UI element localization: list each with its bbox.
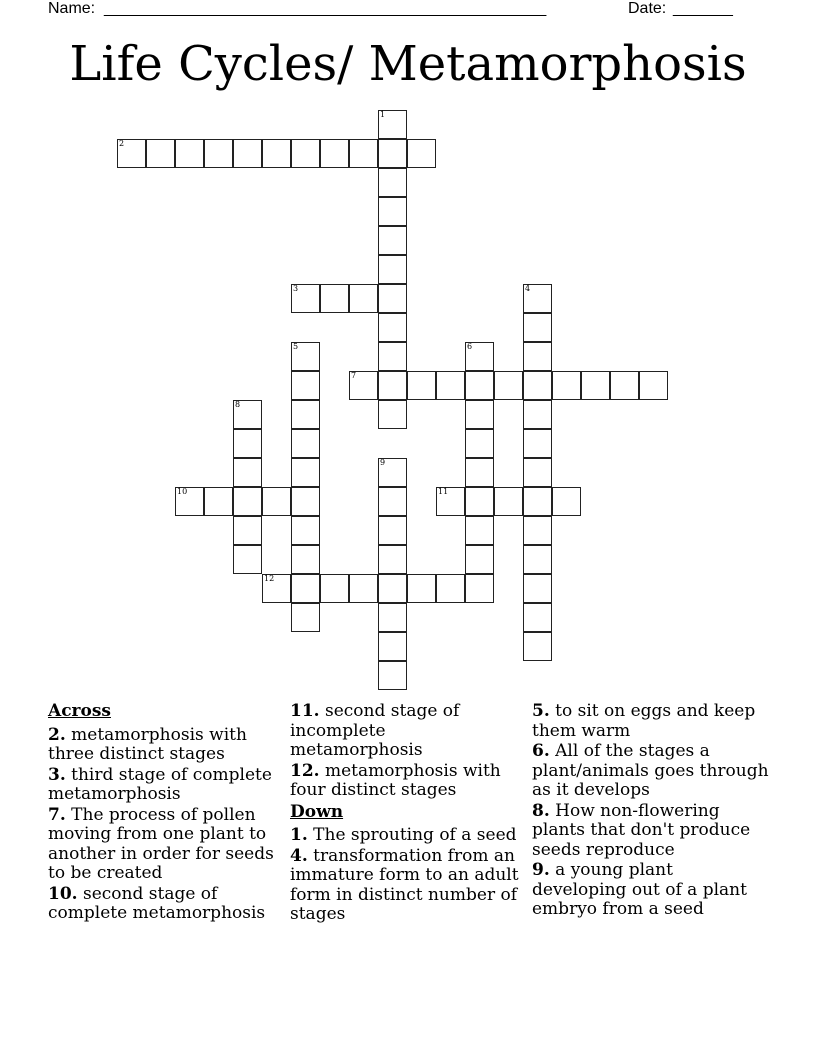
crossword-cell[interactable] xyxy=(349,284,378,313)
crossword-cell[interactable] xyxy=(291,342,320,371)
clue-item-text: All of the stages a plant/animals goes through as it develops xyxy=(532,741,769,800)
crossword-cell[interactable] xyxy=(523,371,552,400)
crossword-cell[interactable] xyxy=(523,545,552,574)
crossword-cell[interactable] xyxy=(320,284,349,313)
crossword-cell[interactable] xyxy=(407,139,436,168)
clue-item-number: 4. xyxy=(290,845,308,866)
crossword-cell[interactable] xyxy=(378,661,407,690)
crossword-cell[interactable] xyxy=(349,139,378,168)
crossword-cell[interactable] xyxy=(291,429,320,458)
clue-item-text: second stage of complete metamorphosis xyxy=(48,883,266,923)
clue-number: 5 xyxy=(293,342,299,351)
crossword-cell[interactable] xyxy=(291,400,320,429)
date-label: Date: xyxy=(628,0,667,17)
crossword-cell[interactable] xyxy=(378,545,407,574)
clue-item-text: metamorphosis with four distinct stages xyxy=(290,760,501,800)
clue-item-text: to sit on eggs and keep them warm xyxy=(532,701,756,741)
clue-item-number: 2. xyxy=(48,724,66,745)
crossword-cell[interactable] xyxy=(146,139,175,168)
crossword-cell[interactable] xyxy=(436,371,465,400)
across-heading: Across xyxy=(48,701,111,721)
crossword-cell[interactable] xyxy=(465,458,494,487)
crossword-cell[interactable] xyxy=(494,371,523,400)
crossword-cell[interactable] xyxy=(523,458,552,487)
crossword-cell[interactable] xyxy=(291,139,320,168)
clue-item xyxy=(532,742,772,801)
crossword-cell[interactable] xyxy=(378,284,407,313)
crossword-cell[interactable] xyxy=(291,603,320,632)
clue-number: 12 xyxy=(264,574,275,583)
crossword-cell[interactable] xyxy=(581,371,610,400)
crossword-cell[interactable] xyxy=(262,139,291,168)
clue-number: 4 xyxy=(525,284,531,293)
crossword-cell[interactable] xyxy=(523,429,552,458)
crossword-cell[interactable] xyxy=(378,458,407,487)
crossword-cell[interactable] xyxy=(291,487,320,516)
crossword-cell[interactable] xyxy=(523,574,552,603)
clue-item-text: The sprouting of a seed xyxy=(307,825,517,845)
crossword-cell[interactable] xyxy=(117,139,146,168)
crossword-cell[interactable] xyxy=(436,574,465,603)
crossword-cell[interactable] xyxy=(175,139,204,168)
clue-item-number: 6. xyxy=(532,741,550,761)
clue-item-text: second stage of incomplete metamorphosis xyxy=(290,701,460,760)
clue-item-number: 10. xyxy=(48,883,78,904)
crossword-cell[interactable] xyxy=(523,632,552,661)
crossword-cell[interactable] xyxy=(320,574,349,603)
crossword-cell[interactable] xyxy=(465,371,494,400)
clue-item-number: 12. xyxy=(290,760,320,781)
crossword-cell[interactable] xyxy=(378,516,407,545)
clue-item xyxy=(290,762,522,801)
crossword-cell[interactable] xyxy=(291,516,320,545)
crossword-cell[interactable] xyxy=(262,574,291,603)
crossword-cell[interactable] xyxy=(465,429,494,458)
clue-item xyxy=(290,826,522,846)
down-heading: Down xyxy=(290,801,344,822)
crossword-cell[interactable] xyxy=(291,458,320,487)
crossword-cell[interactable] xyxy=(523,313,552,342)
crossword-cell[interactable] xyxy=(523,516,552,545)
crossword-cell[interactable] xyxy=(378,168,407,197)
clue-item-number: 8. xyxy=(532,800,550,821)
crossword-cell[interactable] xyxy=(291,284,320,313)
clue-number: 11 xyxy=(438,487,449,496)
clue-item xyxy=(290,847,522,925)
crossword-cell[interactable] xyxy=(523,342,552,371)
crossword-cell[interactable] xyxy=(378,371,407,400)
crossword-cell[interactable] xyxy=(465,342,494,371)
clue-item-number: 5. xyxy=(532,701,550,721)
clue-number: 9 xyxy=(380,458,386,467)
crossword-cell[interactable] xyxy=(378,313,407,342)
crossword-cell[interactable] xyxy=(407,574,436,603)
crossword-cell[interactable] xyxy=(378,342,407,371)
crossword-cell[interactable] xyxy=(465,545,494,574)
crossword-cell[interactable] xyxy=(233,429,262,458)
crossword-cell[interactable] xyxy=(465,574,494,603)
crossword-cell[interactable] xyxy=(465,516,494,545)
crossword-cell[interactable] xyxy=(378,226,407,255)
crossword-cell[interactable] xyxy=(523,487,552,516)
crossword-cell[interactable] xyxy=(320,139,349,168)
crossword-cell[interactable] xyxy=(378,139,407,168)
clue-number: 10 xyxy=(177,487,188,496)
clue-item xyxy=(532,861,772,920)
clue-item xyxy=(48,766,280,805)
crossword-cell[interactable] xyxy=(552,371,581,400)
crossword-cell[interactable] xyxy=(523,284,552,313)
clue-item xyxy=(48,726,280,765)
clue-item xyxy=(532,702,772,741)
clue-item-number: 3. xyxy=(48,764,66,785)
clue-item-text: third stage of complete metamorphosis xyxy=(48,764,272,804)
crossword-cell[interactable] xyxy=(378,110,407,139)
crossword-cell[interactable] xyxy=(204,139,233,168)
crossword-cell[interactable] xyxy=(175,487,204,516)
crossword-cell[interactable] xyxy=(233,545,262,574)
crossword-cell[interactable] xyxy=(204,487,233,516)
clue-item-text: The process of pollen moving from one plant to another in order for seeds to be created xyxy=(48,804,274,883)
crossword-cell[interactable] xyxy=(639,371,668,400)
crossword-cell[interactable] xyxy=(349,574,378,603)
crossword-cell[interactable] xyxy=(610,371,639,400)
crossword-cell[interactable] xyxy=(407,371,436,400)
clues-column-2 xyxy=(290,702,522,926)
clue-item xyxy=(48,885,280,924)
crossword-cell[interactable] xyxy=(291,574,320,603)
clue-number: 1 xyxy=(380,110,386,119)
crossword-cell[interactable] xyxy=(291,371,320,400)
crossword-cell[interactable] xyxy=(494,487,523,516)
crossword-cell[interactable] xyxy=(378,603,407,632)
crossword-cell[interactable] xyxy=(378,197,407,226)
crossword-cell[interactable] xyxy=(378,487,407,516)
clue-item-text: How non-flowering plants that don't produce seeds reproduce xyxy=(532,800,751,860)
crossword-cell[interactable] xyxy=(233,400,262,429)
crossword-cell[interactable] xyxy=(233,139,262,168)
clue-number: 8 xyxy=(235,400,241,409)
crossword-cell[interactable] xyxy=(436,487,465,516)
clue-number: 7 xyxy=(351,371,357,380)
crossword-cell[interactable] xyxy=(291,545,320,574)
clue-item-number: 1. xyxy=(290,825,308,845)
clue-item xyxy=(532,802,772,861)
crossword-cell[interactable] xyxy=(233,458,262,487)
crossword-cell[interactable] xyxy=(465,400,494,429)
name-line[interactable]: ____________________________________________________ xyxy=(104,0,546,17)
crossword-cell[interactable] xyxy=(233,487,262,516)
page-title: Life Cycles/ Metamorphosis xyxy=(69,36,747,92)
clue-item-text: transformation from an immature form to an adult form in distinct number of stages xyxy=(290,845,519,924)
name-label: Name: xyxy=(48,0,96,17)
crossword-cell[interactable] xyxy=(378,255,407,284)
crossword-cell[interactable] xyxy=(378,632,407,661)
crossword-cell[interactable] xyxy=(349,371,378,400)
crossword-cell[interactable] xyxy=(523,603,552,632)
crossword-cell[interactable] xyxy=(523,400,552,429)
clue-number: 2 xyxy=(119,139,125,148)
clue-item-text: a young plant developing out of a plant embryo from a seed xyxy=(532,860,747,919)
crossword-cell[interactable] xyxy=(465,487,494,516)
crossword-cell[interactable] xyxy=(233,516,262,545)
clue-item-number: 7. xyxy=(48,804,66,825)
clue-number: 3 xyxy=(293,284,299,293)
date-line[interactable]: _______ xyxy=(673,0,733,17)
clue-item xyxy=(290,702,522,761)
clue-item-number: 9. xyxy=(532,860,550,880)
clue-item-number: 11. xyxy=(290,701,320,721)
clues-column-1 xyxy=(48,702,280,925)
clue-item xyxy=(48,806,280,884)
crossword-cell[interactable] xyxy=(378,400,407,429)
crossword-cell[interactable] xyxy=(552,487,581,516)
clue-number: 6 xyxy=(467,342,473,351)
crossword-cell[interactable] xyxy=(378,574,407,603)
crossword-cell[interactable] xyxy=(262,487,291,516)
clue-item-text: metamorphosis with three distinct stages xyxy=(48,724,247,764)
clues-column-3 xyxy=(532,702,772,921)
